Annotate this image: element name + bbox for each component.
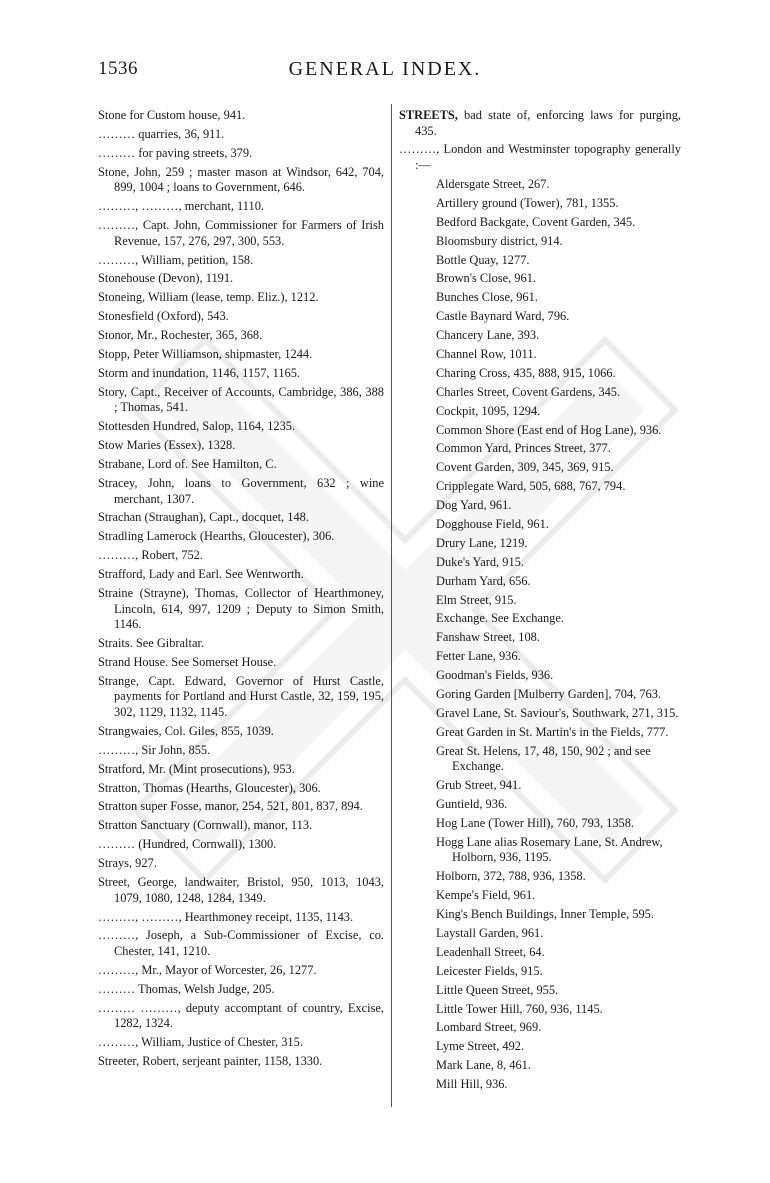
index-entry: Stratton super Fosse, manor, 254, 521, 801, 837, 894. (98, 799, 363, 814)
index-entry: ………, ………, Hearthmoney receipt, 1135, 1143. (98, 909, 354, 924)
index-entry: Stonehouse (Devon), 1191. (98, 271, 234, 286)
index-entry: ………, William, Justice of Chester, 315. (98, 1035, 303, 1050)
index-entry: Stonor, Mr., Rochester, 365, 368. (98, 328, 263, 343)
right-column (399, 108, 681, 1096)
index-entry: ………, Capt. John, Commissioner for Farmers of Irish Revenue, 157, 276, 297, 300, 553. (98, 218, 384, 248)
street-entry: Gravel Lane, St. Saviour's, Southwark, 271, 315. (436, 705, 679, 720)
street-entry: Common Yard, Princes Street, 377. (436, 441, 611, 456)
index-entry: ………, Robert, 752. (98, 548, 203, 563)
street-entry: Elm Street, 915. (436, 592, 517, 607)
street-entry: Lombard Street, 969. (436, 1020, 542, 1035)
street-entry: Bloomsbury district, 914. (436, 233, 563, 248)
street-entry: Channel Row, 1011. (436, 346, 537, 361)
index-entry: Stone, John, 259 ; master mason at Windsor, 642, 704, 899, 1004 ; loans to Government, 646. (98, 164, 384, 195)
street-entry: Common Shore (East end of Hog Lane), 936. (436, 422, 662, 437)
streets-heading-text: bad state of, enforcing laws for purging, 435. (415, 108, 681, 138)
street-entry: Kempe's Field, 961. (436, 888, 536, 903)
streets-intro: ………, London and Westminster topography generally :— (399, 142, 681, 173)
index-entry: Story, Capt., Receiver of Accounts, Cambridge, 386, 388 ; Thomas, 541. (98, 384, 384, 415)
street-entry: Mark Lane, 8, 461. (436, 1058, 531, 1073)
column-divider (391, 104, 392, 1107)
street-entry: Fetter Lane, 936. (436, 649, 521, 664)
index-entry: ……… quarries, 36, 911. (98, 126, 225, 141)
index-entry: ………, ………, merchant, 1110. (98, 199, 264, 214)
index-entry: Strange, Capt. Edward, Governor of Hurst Castle, payments for Portland and Hurst Castle, 32, 159, 195, 302, 1129, 1132, 1145. (98, 673, 384, 720)
index-entry: Stottesden Hundred, Salop, 1164, 1235. (98, 419, 296, 434)
index-entry: Strays, 927. (98, 856, 157, 871)
street-entry: Mill Hill, 936. (436, 1077, 508, 1092)
street-entry: Castle Baynard Ward, 796. (436, 309, 570, 324)
street-entry: Leadenhall Street, 64. (436, 944, 545, 959)
street-entry: Drury Lane, 1219. (436, 535, 528, 550)
index-entry: Stopp, Peter Williamson, shipmaster, 1244. (98, 346, 313, 361)
page-header (0, 58, 770, 88)
streets-heading-entry (399, 108, 681, 139)
index-entry: Stonesfield (Oxford), 543. (98, 309, 229, 324)
street-entry: Hogg Lane alias Rosemary Lane, St. Andrew, Holborn, 936, 1195. (436, 834, 663, 865)
index-entry: Strangwaies, Col. Giles, 855, 1039. (98, 723, 274, 738)
index-entry: Stratford, Mr. (Mint prosecutions), 953. (98, 761, 295, 776)
index-entry: ………, Sir John, 855. (98, 742, 211, 757)
street-entry: King's Bench Buildings, Inner Temple, 595. (436, 907, 654, 922)
index-entry: ……… ………, deputy accomptant of country, Excise, 1282, 1324. (98, 1000, 384, 1031)
index-entry: ………, William, petition, 158. (98, 252, 254, 267)
street-entry: Great Garden in St. Martin's in the Fields, 777. (436, 724, 669, 739)
index-entry: Stradling Lamerock (Hearths, Gloucester), 306. (98, 529, 335, 544)
index-entry: Streeter, Robert, serjeant painter, 1158, 1330. (98, 1054, 323, 1069)
street-entry: Aldersgate Street, 267. (436, 176, 550, 191)
page-number: 1536 (98, 58, 138, 79)
running-title: GENERAL INDEX. (288, 58, 482, 80)
index-entry: ……… Thomas, Welsh Judge, 205. (98, 981, 275, 996)
street-entry: Leicester Fields, 915. (436, 963, 543, 978)
index-entry: Storm and inundation, 1146, 1157, 1165. (98, 365, 301, 380)
street-entry: Goodman's Fields, 936. (436, 668, 554, 683)
index-entry: Stone for Custom house, 941. (98, 108, 246, 122)
index-entry: Street, George, landwaiter, Bristol, 950, 1013, 1043, 1079, 1080, 1248, 1284, 1349. (98, 875, 384, 905)
street-entry: Guntield, 936. (436, 797, 508, 812)
street-entry: Lyme Street, 492. (436, 1039, 525, 1054)
index-entry: Strafford, Lady and Earl. See Wentworth. (98, 567, 304, 582)
street-entry: Hog Lane (Tower Hill), 760, 793, 1358. (436, 815, 635, 830)
street-entry: Bunches Close, 961. (436, 290, 538, 305)
street-entry: Dogghouse Field, 961. (436, 517, 549, 531)
index-entry: Stow Maries (Essex), 1328. (98, 438, 236, 453)
street-entry: Artillery ground (Tower), 781, 1355. (436, 195, 619, 210)
streets-heading: STREETS, (399, 108, 458, 122)
street-entry: Covent Garden, 309, 345, 369, 915. (436, 460, 614, 475)
street-entry: Cripplegate Ward, 505, 688, 767, 794. (436, 479, 626, 494)
street-entry: Fanshaw Street, 108. (436, 630, 540, 645)
street-entry: Exchange. See Exchange. (436, 611, 564, 626)
street-entry: Bottle Quay, 1277. (436, 252, 530, 267)
street-entry: Laystall Garden, 961. (436, 926, 544, 940)
street-entry: Holborn, 372, 788, 936, 1358. (436, 869, 586, 884)
index-entry: Stoneing, William (lease, temp. Eliz.), 1212. (98, 290, 319, 305)
index-entry: ……… for paving streets, 379. (98, 145, 253, 160)
street-entry: Duke's Yard, 915. (436, 554, 524, 569)
street-entry: Durham Yard, 656. (436, 573, 531, 588)
index-entry: Strabane, Lord of. See Hamilton, C. (98, 457, 277, 472)
street-entry: Chancery Lane, 393. (436, 328, 540, 343)
index-entry: ………, Joseph, a Sub-Commissioner of Excise, co. Chester, 141, 1210. (98, 928, 384, 958)
index-entry: Stracey, John, loans to Government, 632 ; wine merchant, 1307. (98, 475, 384, 506)
street-entry: Brown's Close, 961. (436, 271, 536, 286)
index-entry: Stratton Sanctuary (Cornwall), manor, 113. (98, 818, 313, 833)
index-entry: Strand House. See Somerset House. (98, 654, 277, 669)
index-entry: Stratton, Thomas (Hearths, Gloucester), 306. (98, 780, 321, 795)
street-entry: Dog Yard, 961. (436, 498, 512, 513)
index-entry: Straits. See Gibraltar. (98, 636, 204, 651)
street-entry: Charing Cross, 435, 888, 915, 1066. (436, 365, 616, 380)
left-column (98, 108, 384, 1073)
index-entry: Strachan (Straughan), Capt., docquet, 148. (98, 510, 309, 525)
street-entry: Great St. Helens, 17, 48, 150, 902 ; and see Exchange. (436, 743, 651, 774)
street-entry: Cockpit, 1095, 1294. (436, 403, 541, 418)
street-entry: Charles Street, Covent Gardens, 345. (436, 384, 621, 399)
street-entry: Little Queen Street, 955. (436, 982, 559, 997)
index-entry: ……… (Hundred, Cornwall), 1300. (98, 837, 277, 852)
street-entry: Grub Street, 941. (436, 778, 522, 793)
street-entry: Bedford Backgate, Covent Garden, 345. (436, 214, 636, 229)
index-entry: Straine (Strayne), Thomas, Collector of Hearthmoney, Lincoln, 614, 997, 1209 ; Deputy to Simon Smith, 1146. (98, 585, 384, 632)
street-entry: Little Tower Hill, 760, 936, 1145. (436, 1001, 603, 1016)
street-entry: Goring Garden [Mulberry Garden], 704, 763. (436, 687, 662, 702)
index-entry: ………, Mr., Mayor of Worcester, 26, 1277. (98, 962, 317, 977)
